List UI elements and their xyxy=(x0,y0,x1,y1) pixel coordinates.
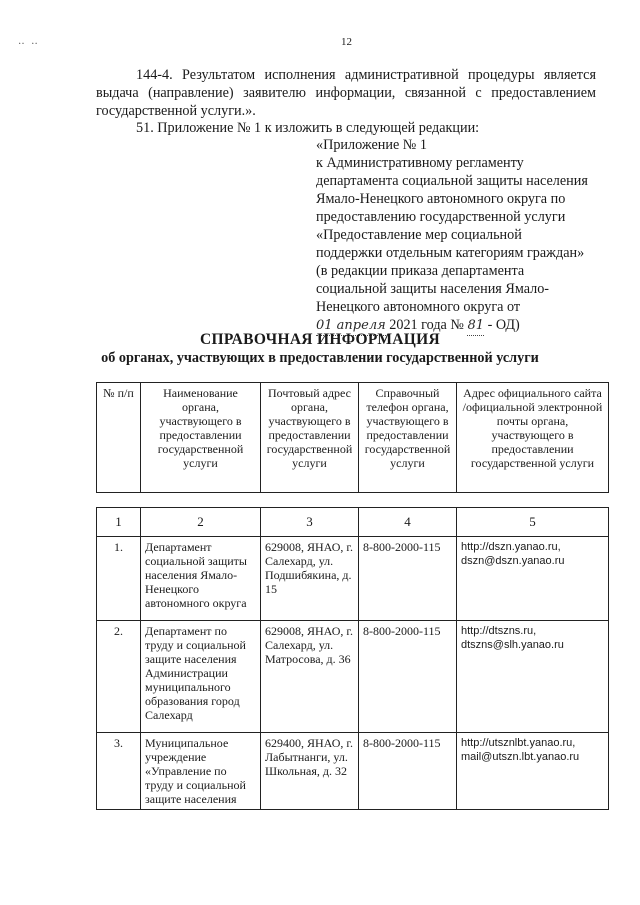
appendix-line: предоставлению государственной услуги xyxy=(316,209,566,225)
row-email-link[interactable]: dtszns@slh.yanao.ru xyxy=(461,639,564,651)
handwritten-number: 81 xyxy=(467,317,484,336)
column-number: 5 xyxy=(457,508,609,537)
column-numbers-row xyxy=(97,508,609,537)
row-number: 1. xyxy=(97,537,141,621)
table-row xyxy=(97,621,609,733)
appendix-line: «Предоставление мер социальной xyxy=(316,227,522,243)
header-table xyxy=(96,382,609,493)
handwritten-date: 01 апреля xyxy=(316,317,386,336)
row-phone: 8-800-2000-115 xyxy=(359,537,457,621)
paragraph-144-4 xyxy=(96,66,596,120)
row-name: Департамент по труду и социальной защите населения Администрации муниципального образования город Салехард xyxy=(141,621,261,733)
appendix-line: «Приложение № 1 xyxy=(316,137,427,153)
appendix-line: департамента социальной защиты населения xyxy=(316,173,588,189)
data-table xyxy=(96,507,609,810)
column-number: 3 xyxy=(261,508,359,537)
row-address: 629400, ЯНАО, г. Лабытнанги, ул. Школьная, д. 32 xyxy=(261,733,359,810)
appendix-line: (в редакции приказа департамента xyxy=(316,263,525,279)
row-address: 629008, ЯНАО, г. Салехард, ул. Матросова, д. 36 xyxy=(261,621,359,733)
row-name: Муниципальное учреждение «Управление по труду и социальной защите населения xyxy=(141,733,261,810)
page-number: 12 xyxy=(341,36,352,48)
appendix-line: к Административному регламенту xyxy=(316,155,524,171)
table-row xyxy=(97,537,609,621)
row-contacts xyxy=(457,537,609,621)
header-row xyxy=(97,383,609,493)
header-cell-phone: Справочный телефон органа, участвующего в предоставлении государственной услуги xyxy=(359,383,457,493)
appendix-line: социальной защиты населения Ямало- xyxy=(316,281,550,297)
row-contacts xyxy=(457,733,609,810)
row-site-link[interactable]: http://dtszns.ru, xyxy=(461,625,537,637)
page-title: СПРАВОЧНАЯ ИНФОРМАЦИЯ xyxy=(200,331,440,348)
row-email-link[interactable]: dszn@dszn.yanao.ru xyxy=(461,555,565,567)
appendix-year: 2021 года № xyxy=(389,317,464,333)
appendix-line: Ямало-Ненецкого автономного округа по xyxy=(316,191,566,207)
column-number: 1 xyxy=(97,508,141,537)
row-number: 2. xyxy=(97,621,141,733)
column-number: 2 xyxy=(141,508,261,537)
header-cell-site: Адрес официального сайта /официальной электронной почты органа, участвующего в предоставлении государственной услуги xyxy=(457,383,609,493)
column-number: 4 xyxy=(359,508,457,537)
row-site-link[interactable]: http://utsznlbt.yanao.ru, xyxy=(461,737,576,749)
row-phone: 8-800-2000-115 xyxy=(359,621,457,733)
row-number: 3. xyxy=(97,733,141,810)
header-cell-address: Почтовый адрес органа, участвующего в предоставлении государственной услуги xyxy=(261,383,359,493)
appendix-line: поддержки отдельным категориям граждан» xyxy=(316,245,585,261)
header-cell-num: № п/п xyxy=(97,383,141,493)
appendix-suffix: - ОД) xyxy=(487,317,520,333)
scan-marks: ‥ ‥ xyxy=(18,36,40,47)
header-cell-name: Наименование органа, участвующего в предоставлении государственной услуги xyxy=(141,383,261,493)
paragraph-51: 51. Приложение № 1 к изложить в следующей редакции: xyxy=(136,120,480,136)
appendix-line: Ненецкого автономного округа от xyxy=(316,299,521,315)
row-site-link[interactable]: http://dszn.yanao.ru, xyxy=(461,541,561,553)
page-subtitle: об органах, участвующих в предоставлении государственной услуги xyxy=(101,350,539,366)
row-address: 629008, ЯНАО, г. Салехард, ул. Подшибякина, д. 15 xyxy=(261,537,359,621)
row-contacts xyxy=(457,621,609,733)
row-phone: 8-800-2000-115 xyxy=(359,733,457,810)
appendix-block xyxy=(316,136,606,336)
paragraph-144-4-text: 144-4. Результатом исполнения административной процедуры является выдача (направление) заявителю информации, связанной с предоставлением государственной услуги.». xyxy=(96,67,596,119)
row-email-link[interactable]: mail@utszn.lbt.yanao.ru xyxy=(461,751,580,763)
table-row xyxy=(97,733,609,810)
row-name: Департамент социальной защиты населения Ямало-Ненецкого автономного округа xyxy=(141,537,261,621)
